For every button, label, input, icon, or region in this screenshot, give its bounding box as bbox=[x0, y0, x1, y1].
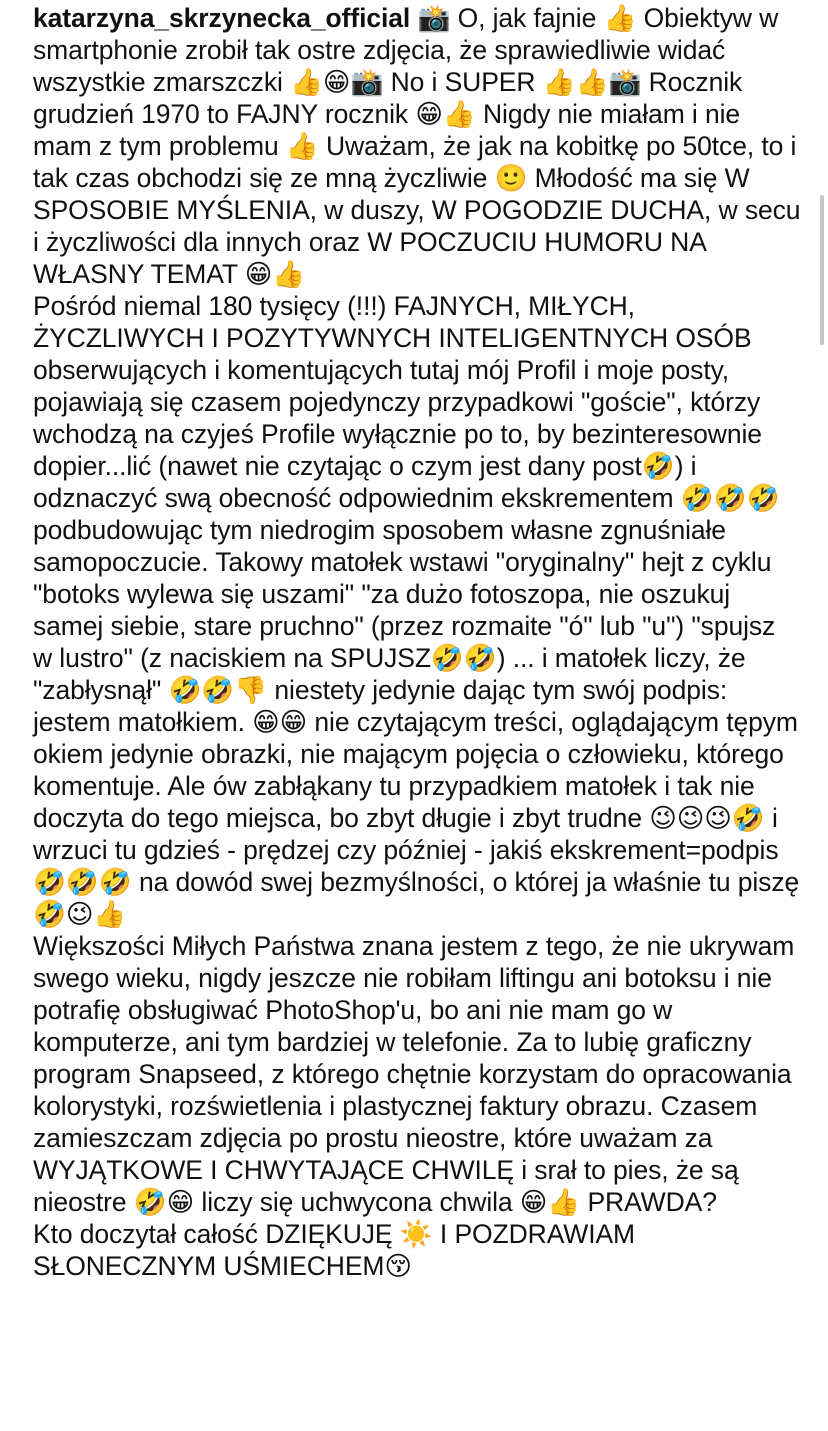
caption-paragraph-haters: Pośród niemal 180 tysięcy (!!!) FAJNYCH, MIŁYCH, ŻYCZLIWYCH I POZYTYWNYCH INTELIGENTNYCH OSÓB obserwujących i komentujących tutaj mój Profil i moje posty, pojawiają się czasem pojedynczy przypadkowi "goście", którzy wchodzą na czyjeś Profile wyłącznie po to, by bezinteresownie dopier...lić (nawet nie czytając o czym jest dany post🤣) i odznaczyć swą obecność odpowiednim ekskrementem 🤣🤣🤣 podbudowując tym niedrogim sposobem własne zgnuśniałe samopoczucie. Takowy matołek wstawi "oryginalny" hejt z cyklu "botoks wylewa się uszami" "za dużo fotoszopa, nie oszukuj samej siebie, stare pruchno" (przez rozmaite "ó" lub "u") "spujsz w lustro" (z naciskiem na SPUJSZ🤣🤣) ... i matołek liczy, że "zabłysnął" 🤣🤣👎 niestety jedynie dając tym swój podpis: jestem matołkiem. 😁😁 nie czytającym treści, oglądającym tępym okiem jedynie obrazki, nie mającym pojęcia o człowieku, którego komentuje. Ale ów zabłąkany tu przypadkiem matołek i tak nie doczyta do tego miejsca, bo zbyt długie i zbyt trudne 😉😉😉🤣 i wrzuci tu gdzieś - prędzej czy później - jakiś ekskrement=podpis 🤣🤣🤣 na dowód swej bezmyślności, o której ja właśnie tu piszę 🤣😉👍 bbox=[33, 291, 800, 929]
post-caption bbox=[33, 2, 801, 1282]
caption-paragraph-intro bbox=[33, 2, 801, 290]
username-link[interactable]: katarzyna_skrzynecka_official bbox=[33, 3, 411, 33]
caption-paragraph-age: Większości Miłych Państwa znana jestem z tego, że nie ukrywam swego wieku, nigdy jeszcze nie robiłam liftingu ani botoksu i nie potrafię obsługiwać PhotoShop'u, bo ani nie mam go w komputerze, ani tym bardziej w telefonie. Za to lubię graficzny program Snapseed, z którego chętnie korzystam do opracowania kolorystyki, rozświetlenia i plastycznej faktury obrazu. Czasem zamieszczam zdjęcia po prostu nieostre, które uważam za WYJĄTKOWE I CHWYTAJĄCE CHWILĘ i srał to pies, że są nieostre 🤣😁 liczy się uchwycona chwila 😁👍 PRAWDA? bbox=[33, 931, 795, 1217]
caption-paragraph-thanks: Kto doczytał całość DZIĘKUJĘ ☀️ I POZDRAWIAM SŁONECZNYM UŚMIECHEM😚 bbox=[33, 1219, 636, 1281]
caption-text: 📸 O, jak fajnie 👍 Obiektyw w smartphonie zrobił tak ostre zdjęcia, że sprawiedliwie widać wszystkie zmarszczki 👍😁📸 No i SUPER 👍👍📸 Rocznik grudzień 1970 to FAJNY rocznik 😁👍 Nigdy nie miałam i nie mam z tym problemu 👍 Uważam, że jak na kobitkę po 50tce, to i tak czas obchodzi się ze mną życzliwie 🙂 Młodość ma się W SPOSOBIE MYŚLENIA, w duszy, W POGODZIE DUCHA, w secu i życzliwości dla innych oraz W POCZUCIU HUMORU NA WŁASNY TEMAT 😁👍 bbox=[33, 3, 801, 289]
scrollbar-thumb[interactable] bbox=[820, 195, 824, 345]
